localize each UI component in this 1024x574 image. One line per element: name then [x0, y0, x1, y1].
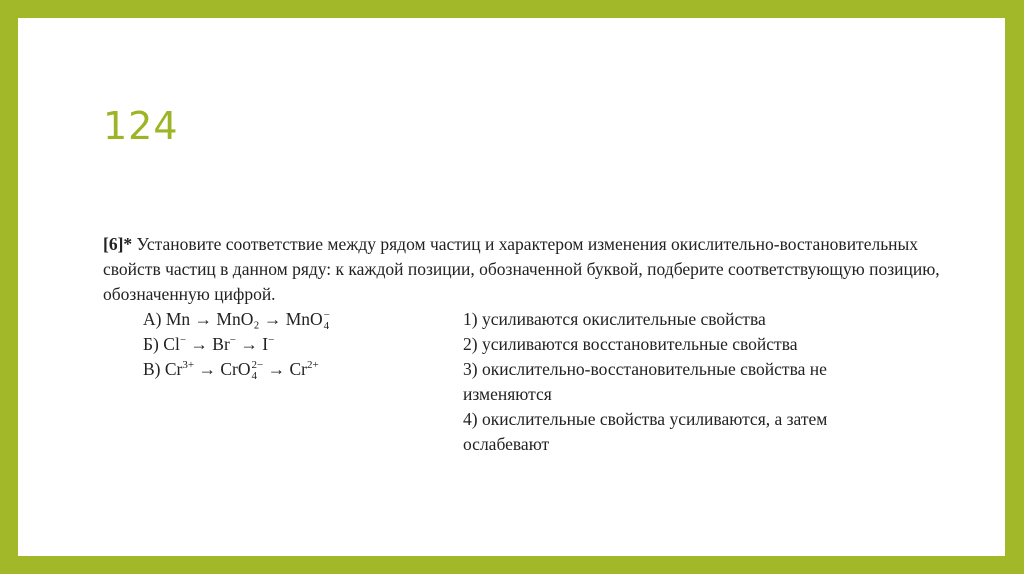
task-text: Установите соответствие между рядом частиц и характером изменения окислительно-востановительных свойств частиц в данном ряду: к каждой позиции, обозначенной буквой, подберите соответствующую позицию, обозначенную цифрой.	[103, 234, 940, 304]
arrow: →	[186, 334, 213, 354]
superscript: −	[179, 334, 187, 347]
series-c-label: В)	[143, 359, 165, 379]
formula-part: CrO	[220, 359, 251, 379]
series-a-label: А)	[143, 309, 166, 329]
option-4: 4) окислительные свойства усиливаются, а затем ослабевают	[463, 409, 828, 454]
superscript: 3+	[182, 359, 195, 372]
slide	[18, 18, 1005, 556]
option-2: 2) усиливаются восстановительные свойства	[463, 334, 798, 354]
formula-part: Cr	[289, 359, 307, 379]
option-1: 1) усиливаются окислительные свойства	[463, 309, 766, 329]
slide-title: 124	[103, 104, 179, 148]
arrow: →	[194, 359, 221, 379]
sup-sub	[251, 360, 263, 382]
arrow: →	[263, 359, 290, 379]
series-a	[103, 307, 463, 332]
arrow: →	[190, 309, 217, 329]
matching-row	[103, 307, 943, 332]
matching-row	[103, 332, 943, 357]
task-block	[103, 232, 943, 457]
formula-part: MnO	[285, 309, 323, 329]
series-c	[103, 357, 463, 407]
formula-part: MnO₂	[216, 309, 260, 329]
task-statement	[103, 232, 943, 307]
superscript: −	[229, 334, 236, 347]
arrow: →	[259, 309, 286, 329]
matching-row	[103, 357, 943, 407]
superscript: 2+	[306, 359, 319, 372]
formula-part: I	[262, 334, 269, 354]
formula-part: Mn	[165, 309, 191, 329]
series-b	[103, 332, 463, 357]
superscript: −	[268, 334, 275, 347]
arrow: →	[236, 334, 263, 354]
option-3: 3) окислительно-восстановительные свойства не изменяются	[463, 359, 827, 404]
empty-cell	[103, 407, 463, 457]
superscript: −	[323, 308, 330, 321]
sup-sub	[324, 310, 330, 332]
formula-part: Cr	[164, 359, 183, 379]
formula-part: Br	[212, 334, 230, 354]
series-b-label: Б)	[143, 334, 164, 354]
formula-part: Cl	[163, 334, 180, 354]
matching-table	[103, 307, 943, 457]
superscript: 2−	[251, 358, 264, 371]
matching-row	[103, 407, 943, 457]
subscript: 4	[251, 369, 257, 382]
task-number: [6]*	[103, 234, 133, 254]
subscript: 4	[323, 319, 330, 332]
